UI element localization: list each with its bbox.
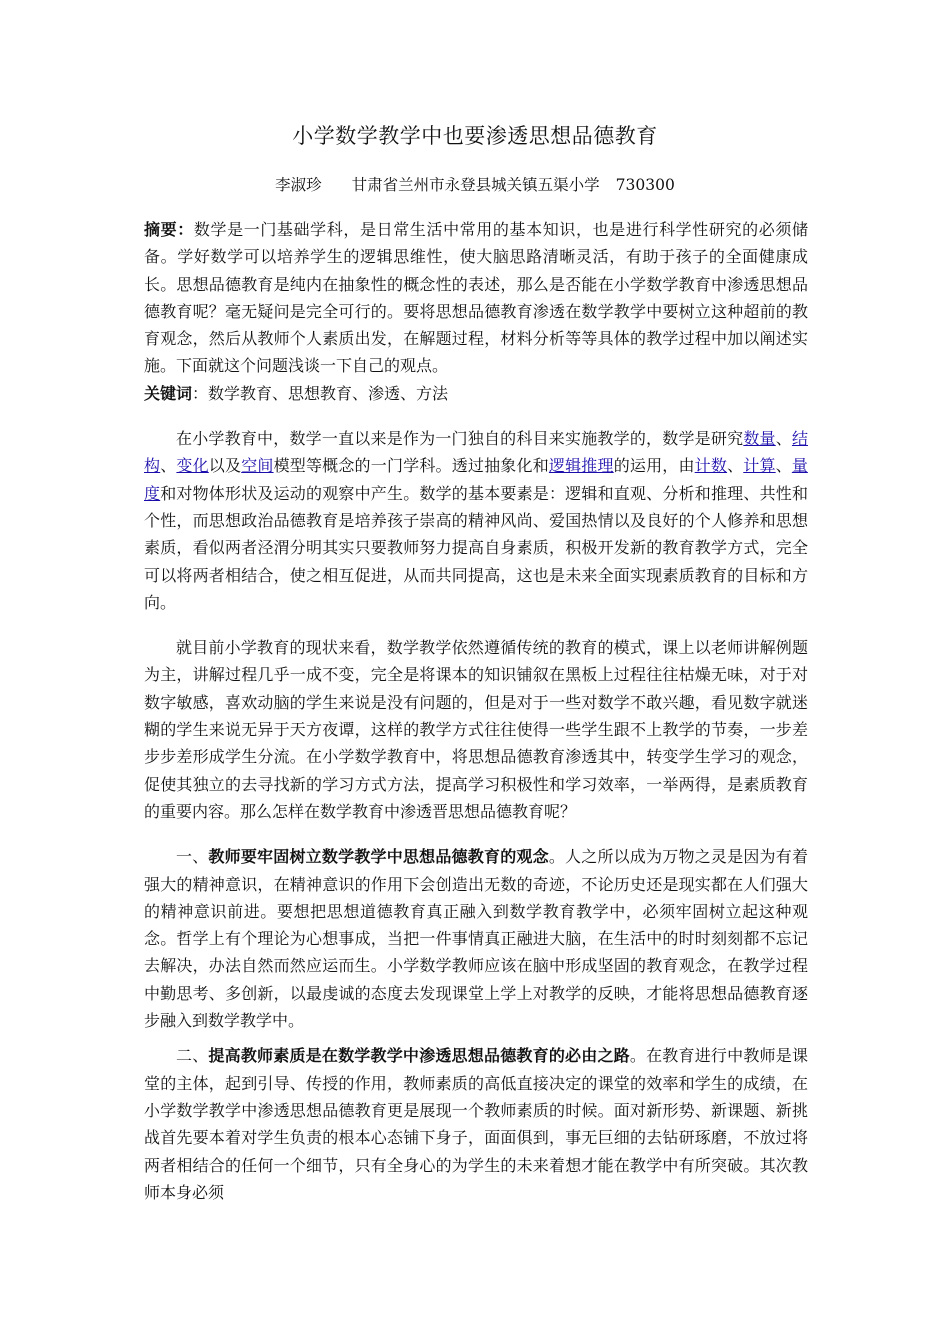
text-run: 、 [775,456,792,476]
text-run: 、 [160,456,177,476]
abstract-text: 数学是一门基础学科，是日常生活中常用的基本知识，也是进行科学性研究的必须储备。学好数学可以培养学生的逻辑思维性，使大脑思路清晰灵活，有助于孩子的全面健康成长。思想品德教育是纯内在抽象性的概念性的表述，那么是否能在小学数学教育中渗透思想品德教育呢？毫无疑问是完全可行的。要将思想品德教育渗透在数学教学中要树立这种超前的教育观念，然后从教师个人素质出发，在解题过程，材料分析等等具体的教学过程中加以阐述实施。下面就这个问题浅谈一下自己的观点。 [144,220,808,376]
abstract-label: 摘要： [144,220,194,239]
keywords [144,380,808,407]
author-name: 李淑珍 [275,176,322,194]
author-line [0,172,950,198]
article-body [144,216,808,1206]
section-two-number: 二、 [176,1046,209,1066]
link-shuliang[interactable]: 数量 [743,429,776,449]
text-run: 以及 [208,456,242,476]
link-luojituili[interactable]: 逻辑推理 [548,456,614,476]
link-jiegou[interactable]: 结构 [144,429,808,476]
text-run: 、 [775,429,792,449]
link-kongjian[interactable]: 空间 [241,456,274,476]
text-run: 的运用，由 [613,456,695,476]
section-two-text: 。在教育进行中教师是课堂的主体，起到引导、传授的作用，教师素质的高低直接决定的课堂的效率和学生的成绩，在小学数学教学中渗透思想品德教育更是展现一个教师素质的时候。面对新形势、新课题、新挑战首先要本着对学生负责的根本心态铺下身子，面面俱到，事无巨细的去钻研琢磨，不放过将两者相结合的任何一个细节，只有全身心的为学生的未来着想才能在教学中有所突破。其次教师本身必须 [144,1046,808,1202]
link-bianhua[interactable]: 变化 [176,456,209,476]
article-title: 小学数学教学中也要渗透思想品德教育 [292,124,658,148]
link-jisuan[interactable]: 计算 [743,456,776,476]
section-one-heading: 教师要牢固树立数学教学中思想品德教育的观念 [208,847,549,867]
section-one-text: 。人之所以成为万物之灵是因为有着强大的精神意识，在精神意识的作用下会创造出无数的奇迹，不论历史还是现实都在人们强大的精神意识前进。要想把思想道德教育真正融入到数学教育教学中，必须牢固树立起这种观念。哲学上有个理论为心想事成，当把一件事情真正融进大脑，在生活中的时时刻刻都不忘记去解决，办法自然而然应运而生。小学数学教师应该在脑中形成坚固的教育观念，在教学过程中勤思考、多创新，以最虔诚的态度去发现课堂上学上对教学的反映，才能将思想品德教育逐步融入到数学教学中。 [144,847,808,1031]
section-one-number: 一、 [176,847,209,867]
author-postcode: 730300 [615,176,675,194]
author-affiliation: 甘肃省兰州市永登县城关镇五渠小学 [351,176,600,194]
text-run: 在小学教育中，数学一直以来是作为一门独自的科目来实施教学的，数学是研究 [176,429,744,449]
paragraph-intro [144,425,808,616]
link-jishu[interactable]: 计数 [694,456,728,476]
paragraph-current-situation: 就目前小学教育的现状来看，数学教学依然遵循传统的教育的模式，课上以老师讲解例题为主，讲解过程几乎一成不变，完全是将课本的知识铺叙在黑板上过程往往枯燥无味，对于对数字敏感，喜欢动脑的学生来说是没有问题的，但是对于一些对数学不敢兴趣，看见数字就迷糊的学生来说无异于天方夜谭，这样的教学方式往往使得一些学生跟不上教学的节奏，一步差步步差形成学生分流。在小学数学教育中，将思想品德教育渗透其中，转变学生学习的观念，促使其独立的去寻找新的学习方式方法，提高学习积极性和学习效率，一举两得，是素质教育的重要内容。那么怎样在数学教育中渗透晋思想品德教育呢？ [144,638,808,821]
keywords-label: 关键词 [144,383,193,403]
text-run: 模型等概念的一门学科。透过抽象化和 [273,456,549,476]
section-two-heading: 提高教师素质是在数学教学中渗透思想品德教育的必由之路 [208,1046,630,1066]
keywords-text: ：数学教育、思想教育、渗透、方法 [192,383,449,403]
section-two [144,1042,808,1206]
text-run: 、 [727,456,744,476]
text-run: 和对物体形状及运动的观察中产生。数学的基本要素是：逻辑和直观、分析和推理、共性和个性，而思想政治品德教育是培养孩子崇高的精神风尚、爱国热情以及良好的个人修养和思想素质，看似两者泾渭分明其实只要教师努力提高自身素质，积极开发新的教育教学方式，完全可以将两者相结合，使之相互促进，从而共同提高，这也是未来全面实现素质教育的目标和方向。 [144,483,808,612]
section-one [144,843,808,1034]
link-liangdu[interactable]: 量度 [144,456,808,503]
abstract [144,216,808,380]
